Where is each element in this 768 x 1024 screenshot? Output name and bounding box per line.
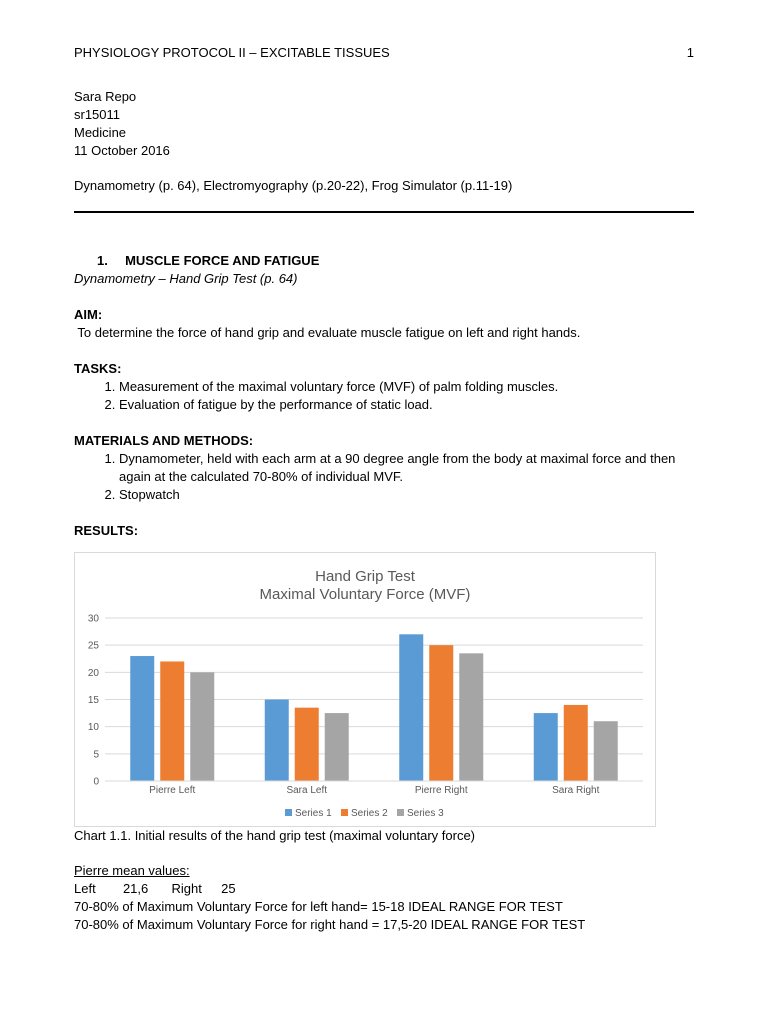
bar (295, 708, 319, 781)
materials-heading: MATERIALS AND METHODS: (74, 433, 254, 448)
author-id: sr15011 (74, 107, 121, 122)
aim-text: To determine the force of hand grip and evaluate muscle fatigue on left and right hands. (74, 325, 581, 340)
bar (564, 705, 588, 781)
author-info (74, 88, 170, 160)
pierre-mean-values (74, 862, 585, 934)
list-item: 1. Dynamometer, held with each arm at a 90 degree angle from the body at maximal force and then again at the calculated 70-80% of individual MVF. (119, 450, 699, 486)
chart-bars (130, 634, 618, 781)
y-axis (88, 614, 100, 788)
left-label: Left (74, 881, 96, 896)
chart-title: Hand Grip Test (315, 568, 415, 585)
bar (459, 653, 483, 781)
y-tick-label: 10 (87, 722, 99, 734)
pierre-values-row (74, 880, 585, 898)
legend-label: Series 1 (295, 808, 332, 819)
references-line: Dynamometry (p. 64), Electromyography (p.20-22), Frog Simulator (p.11-19) (74, 178, 513, 193)
x-axis (105, 781, 643, 796)
document-title: PHYSIOLOGY PROTOCOL II – EXCITABLE TISSUES (74, 45, 390, 60)
right-value: 25 (221, 881, 236, 896)
materials-list (74, 450, 704, 504)
y-tick-label: 20 (87, 667, 99, 679)
legend-swatch (341, 809, 348, 816)
legend-label: Series 3 (407, 808, 444, 819)
author-name: Sara Repo (74, 89, 137, 104)
y-tick-label: 0 (93, 776, 99, 788)
section-number: 1. (97, 253, 108, 268)
legend-label: Series 2 (351, 808, 388, 819)
x-tick-label: Pierre Left (149, 785, 196, 796)
bar (429, 645, 453, 781)
page-header (74, 45, 694, 60)
tasks-list (74, 378, 704, 414)
document-date: 11 October 2016 (74, 143, 170, 158)
left-range-line: 70-80% of Maximum Voluntary Force for left hand= 15-18 IDEAL RANGE FOR TEST (74, 899, 563, 914)
bar (160, 661, 184, 781)
chart-svg (75, 553, 655, 826)
bar (325, 713, 349, 781)
bar (190, 672, 214, 781)
x-tick-label: Sara Left (286, 785, 328, 796)
y-tick-label: 5 (93, 749, 99, 761)
bar (594, 721, 618, 781)
right-label: Right (171, 881, 202, 896)
bar (399, 634, 423, 781)
section-heading (74, 252, 704, 270)
horizontal-divider (74, 211, 694, 213)
bar (534, 713, 558, 781)
document-body (74, 252, 704, 540)
list-item: 2. Evaluation of fatigue by the performance of static load. (119, 396, 704, 414)
bar (130, 656, 154, 781)
results-heading: RESULTS: (74, 523, 139, 538)
list-item: 1. Measurement of the maximal voluntary force (MVF) of palm folding muscles. (119, 378, 704, 396)
list-item: 2. Stopwatch (119, 486, 704, 504)
right-range-line: 70-80% of Maximum Voluntary Force for right hand = 17,5-20 IDEAL RANGE FOR TEST (74, 917, 586, 932)
author-faculty: Medicine (74, 125, 127, 140)
x-tick-label: Sara Right (552, 785, 600, 796)
pierre-heading: Pierre mean values: (74, 863, 190, 878)
legend-swatch (285, 809, 292, 816)
chart-caption: Chart 1.1. Initial results of the hand grip test (maximal voluntary force) (74, 828, 476, 843)
chart-legend (285, 808, 444, 819)
chart-gridlines (105, 618, 643, 781)
left-value: 21,6 (122, 881, 149, 896)
chart-subtitle: Maximal Voluntary Force (MVF) (259, 586, 471, 603)
aim-heading: AIM: (74, 307, 103, 322)
y-tick-label: 25 (87, 640, 99, 652)
y-tick-label: 30 (87, 613, 99, 625)
bar (265, 700, 289, 782)
hand-grip-chart (74, 552, 656, 827)
legend-swatch (397, 809, 404, 816)
tasks-heading: TASKS: (74, 361, 122, 376)
x-tick-label: Pierre Right (414, 785, 468, 796)
page-number: 1 (686, 45, 694, 60)
section-subtitle: Dynamometry – Hand Grip Test (p. 64) (74, 271, 298, 286)
section-title: MUSCLE FORCE AND FATIGUE (125, 253, 320, 268)
y-tick-label: 15 (87, 695, 99, 706)
